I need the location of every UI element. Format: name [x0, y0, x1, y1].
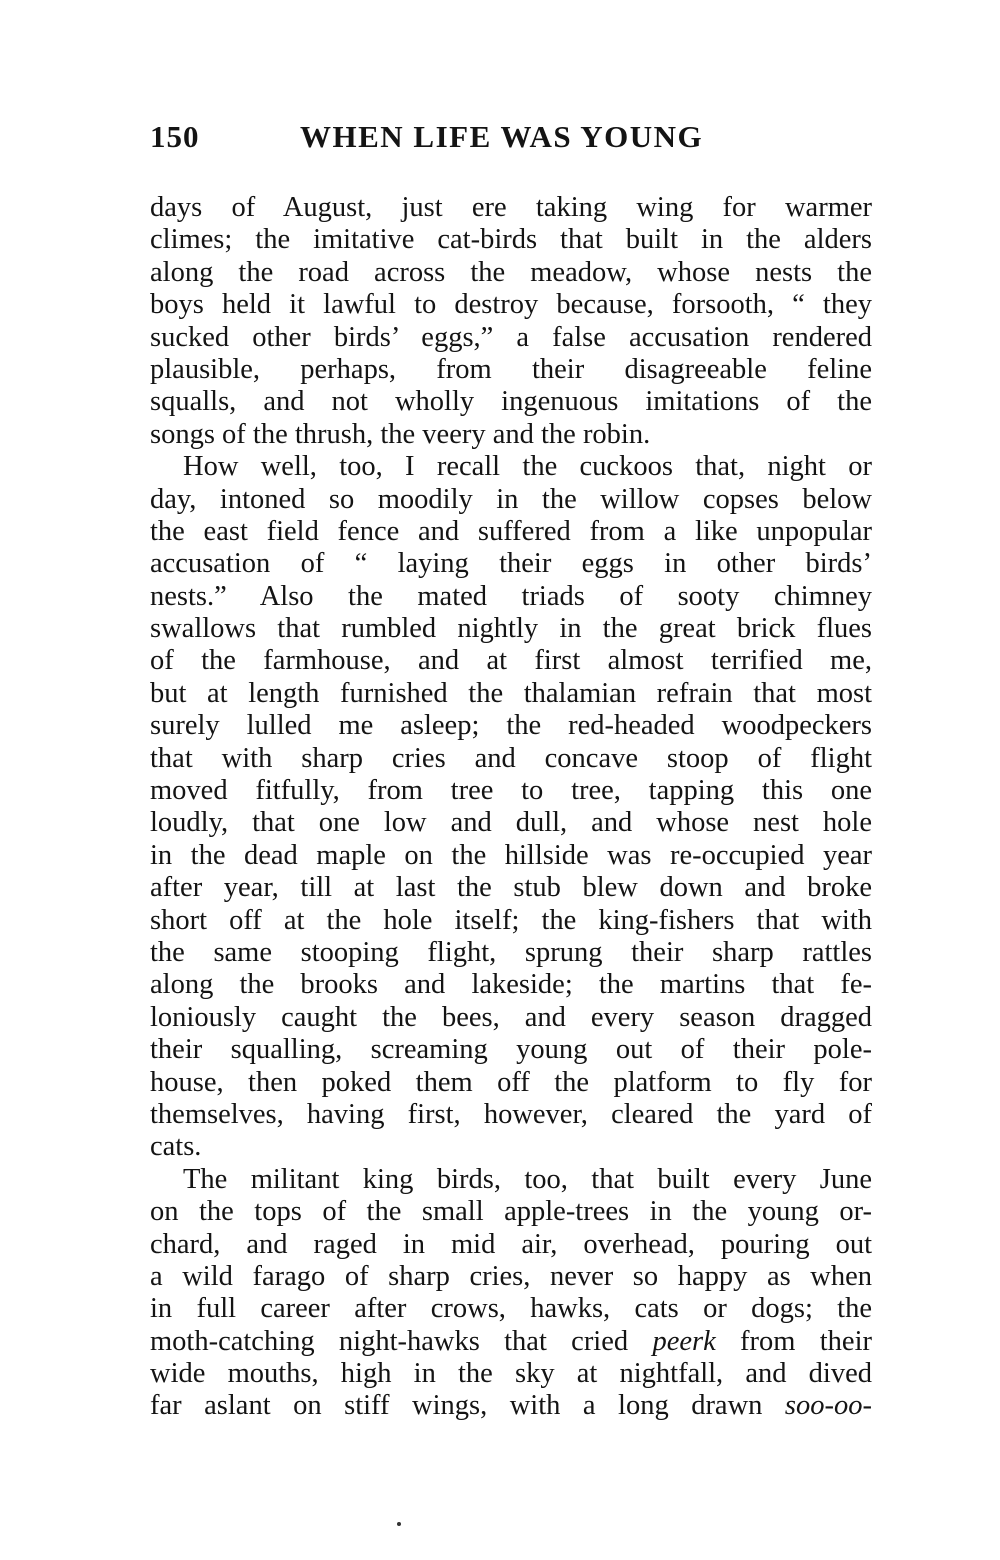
- text-line: day, intoned so moodily in the willow copses below: [150, 483, 872, 515]
- text-line: along the brooks and lakeside; the martins that fe-: [150, 969, 872, 1001]
- text-line: plausible, perhaps, from their disagreeable feline: [150, 353, 872, 385]
- text-line: cats.: [150, 1131, 202, 1163]
- text-line: wide mouths, high in the sky at nightfall, and dived: [150, 1358, 872, 1390]
- text-line: short off at the hole itself; the king-fishers that with: [150, 904, 872, 936]
- text-line: chard, and raged in mid air, overhead, pouring out: [150, 1228, 872, 1260]
- text-line: after year, till at last the stub blew down and broke: [150, 872, 872, 904]
- line-text-after: from their: [715, 1325, 872, 1357]
- text-line: loudly, that one low and dull, and whose nest hole: [150, 807, 872, 839]
- text-line: in the dead maple on the hillside was re-occupied year: [150, 839, 872, 871]
- footer-printer-mark: [397, 1522, 401, 1526]
- text-line: moved fitfully, from tree to tree, tapping this one: [150, 775, 872, 807]
- text-line: in full career after crows, hawks, cats or dogs; the: [150, 1293, 872, 1325]
- text-line: nests.” Also the mated triads of sooty chimney: [150, 580, 872, 612]
- body-text: [150, 192, 872, 1423]
- text-line: surely lulled me asleep; the red-headed woodpeckers: [150, 710, 872, 742]
- text-line: but at length furnished the thalamian refrain that most: [150, 677, 872, 709]
- italic-word: soo-oo-: [784, 1390, 872, 1422]
- text-line: the same stooping flight, sprung their sharp rattles: [150, 936, 872, 968]
- text-line: a wild farago of sharp cries, never so happy as when: [150, 1260, 872, 1292]
- text-line: loniously caught the bees, and every season dragged: [150, 1001, 872, 1033]
- text-line: along the road across the meadow, whose nests the: [150, 256, 872, 288]
- line-text-before: far aslant on stiff wings, with a long drawn: [150, 1390, 785, 1422]
- paragraph-start-line: The militant king birds, too, that built every June: [183, 1163, 872, 1195]
- line-text-before: moth-catching night-hawks that cried: [150, 1325, 653, 1357]
- running-title: WHEN LIFE WAS YOUNG: [300, 119, 704, 154]
- page-number: 150: [150, 119, 200, 154]
- text-line: that with sharp cries and concave stoop of flight: [150, 742, 872, 774]
- text-line: themselves, having first, however, cleared the yard of: [150, 1098, 872, 1130]
- text-line: on the tops of the small apple-trees in the young or-: [150, 1196, 872, 1228]
- page-header: [150, 112, 870, 162]
- text-line: sucked other birds’ eggs,” a false accusation rendered: [150, 321, 872, 353]
- text-line-with-italic: [150, 1390, 872, 1422]
- text-line: boys held it lawful to destroy because, forsooth, “ they: [150, 289, 872, 321]
- italic-word: peerk: [652, 1325, 716, 1357]
- text-line: accusation of “ laying their eggs in other birds’: [150, 548, 872, 580]
- text-line: of the farmhouse, and at first almost terrified me,: [150, 645, 872, 677]
- text-line: songs of the thrush, the veery and the robin.: [150, 418, 651, 450]
- text-line: swallows that rumbled nightly in the great brick flues: [150, 613, 872, 645]
- text-line-with-italic: [150, 1326, 872, 1358]
- text-line: squalls, and not wholly ingenuous imitations of the: [150, 386, 872, 418]
- text-line: climes; the imitative cat-birds that built in the alders: [150, 224, 872, 256]
- text-line: house, then poked them off the platform to fly for: [150, 1066, 872, 1098]
- text-line: the east field fence and suffered from a like unpopular: [150, 515, 872, 547]
- text-line: days of August, just ere taking wing for warmer: [150, 192, 872, 223]
- paragraph-start-line: How well, too, I recall the cuckoos that, night or: [183, 451, 872, 483]
- text-line: their squalling, screaming young out of their pole-: [150, 1034, 872, 1066]
